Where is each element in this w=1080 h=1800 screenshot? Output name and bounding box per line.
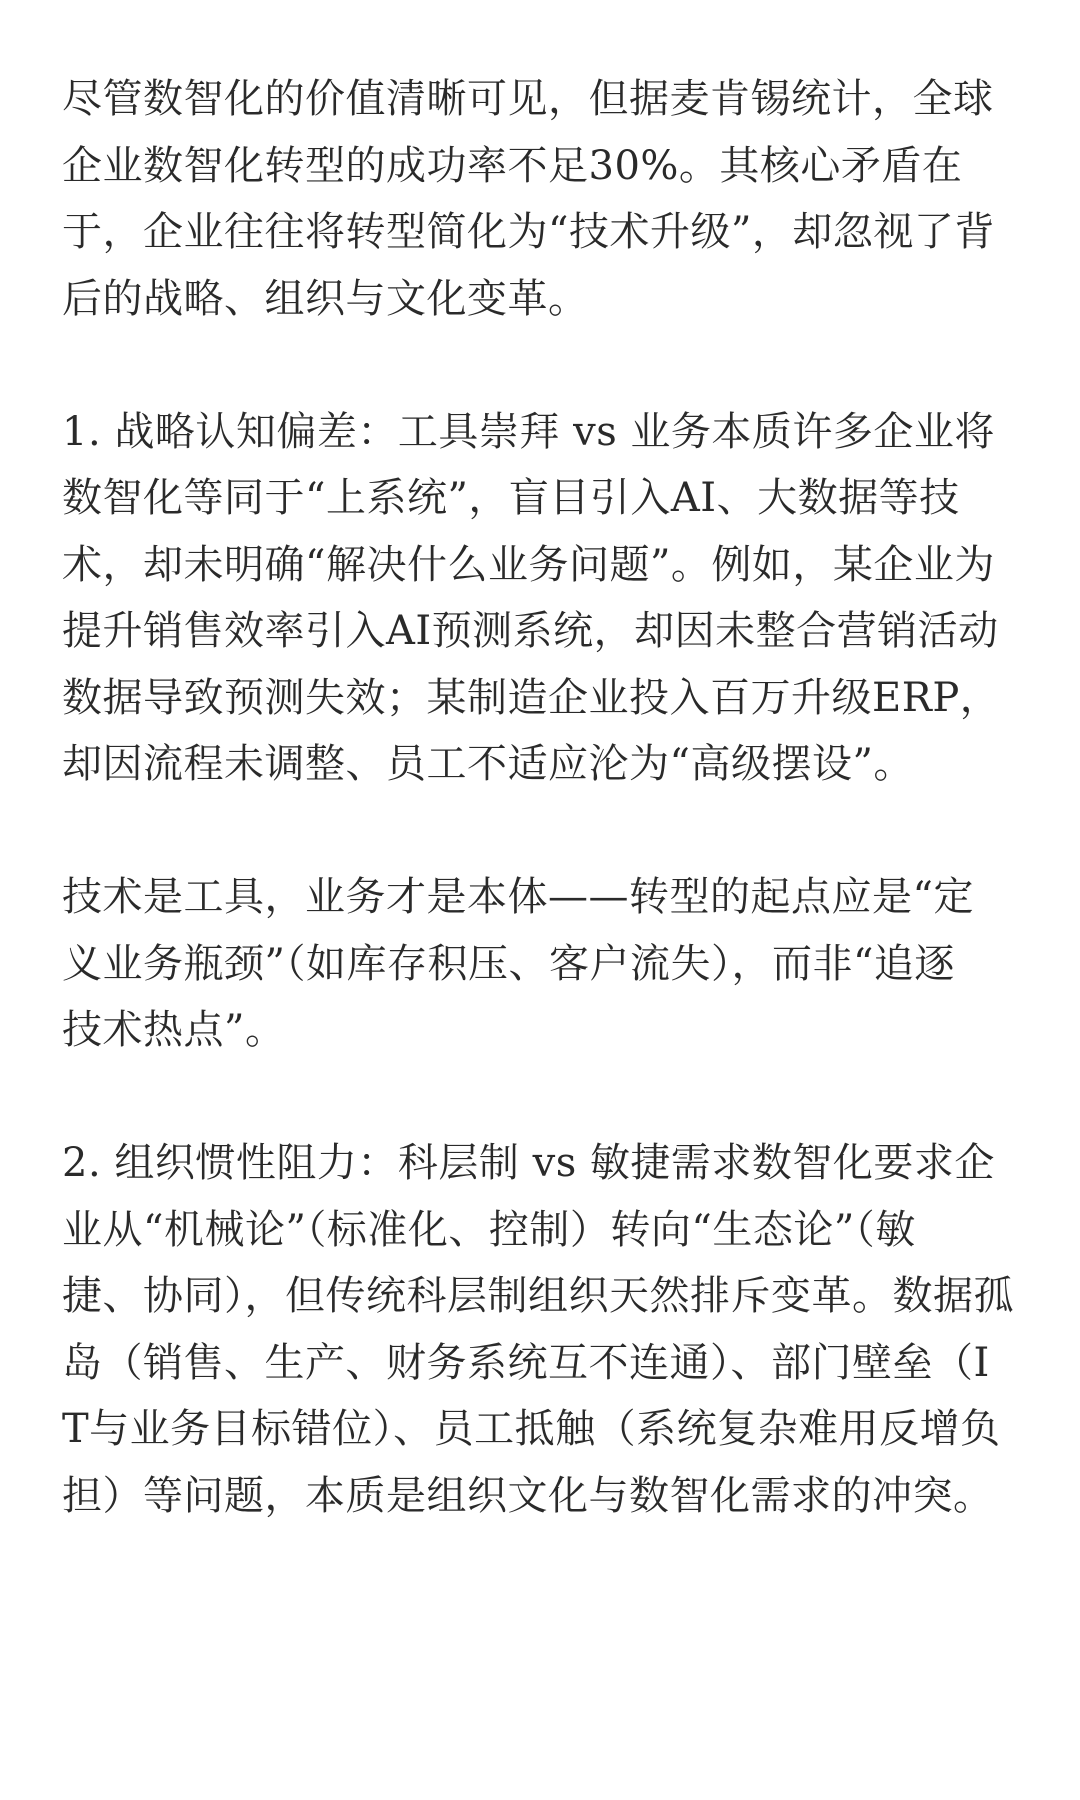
text-line: 数据导致预测失效；某制造企业投入百万升级ERP， xyxy=(62,674,1001,721)
text-line: 2. 组织惯性阻力：科层制 vs 敏捷需求数智化要求企 xyxy=(62,1140,995,1186)
paragraph-organization xyxy=(62,1130,1032,1529)
paragraph-intro xyxy=(62,66,1032,332)
text-line: 1. 战略认知偏差：工具崇拜 vs 业务本质许多企业将 xyxy=(62,408,995,455)
text-line: 岛（销售、生产、财务系统互不连通）、部门壁垒（I xyxy=(62,1339,990,1386)
paragraph-strategy xyxy=(62,399,1032,798)
paragraph-tool-vs-business xyxy=(62,864,1032,1064)
text-line: 企业数智化转型的成功率不足30%。其核心矛盾在 xyxy=(62,142,963,189)
text-line: 于，企业往往将转型简化为“技术升级”，却忽视了背 xyxy=(62,209,995,255)
text-line: 捷、协同），但传统科层制组织天然排斥变革。数据孤 xyxy=(62,1273,1014,1319)
text-line: 义业务瓶颈”（如库存积压、客户流失），而非“追逐 xyxy=(62,940,955,987)
text-line: 数智化等同于“上系统”，盲目引入AI、大数据等技 xyxy=(62,475,960,521)
text-line: 担）等问题，本质是组织文化与数智化需求的冲突。 xyxy=(62,1472,994,1519)
text-line: 尽管数智化的价值清晰可见，但据麦肯锡统计，全球 xyxy=(62,76,994,122)
text-line: 后的战略、组织与文化变革。 xyxy=(62,275,589,322)
text-line: 技术热点”。 xyxy=(62,1007,286,1053)
text-line: T与业务目标错位）、员工抵触（系统复杂难用反增负 xyxy=(62,1406,1001,1452)
text-line: 术，却未明确“解决什么业务问题”。例如，某企业为 xyxy=(62,541,995,588)
article-body xyxy=(62,66,1032,1529)
text-line: 提升销售效率引入AI预测系统，却因未整合营销活动 xyxy=(62,608,999,654)
text-line: 业从“机械论”（标准化、控制）转向“生态论”（敏 xyxy=(62,1206,916,1253)
text-line: 技术是工具，业务才是本体——转型的起点应是“定 xyxy=(62,874,974,920)
text-line: 却因流程未调整、员工不适应沦为“高级摆设”。 xyxy=(62,741,914,787)
